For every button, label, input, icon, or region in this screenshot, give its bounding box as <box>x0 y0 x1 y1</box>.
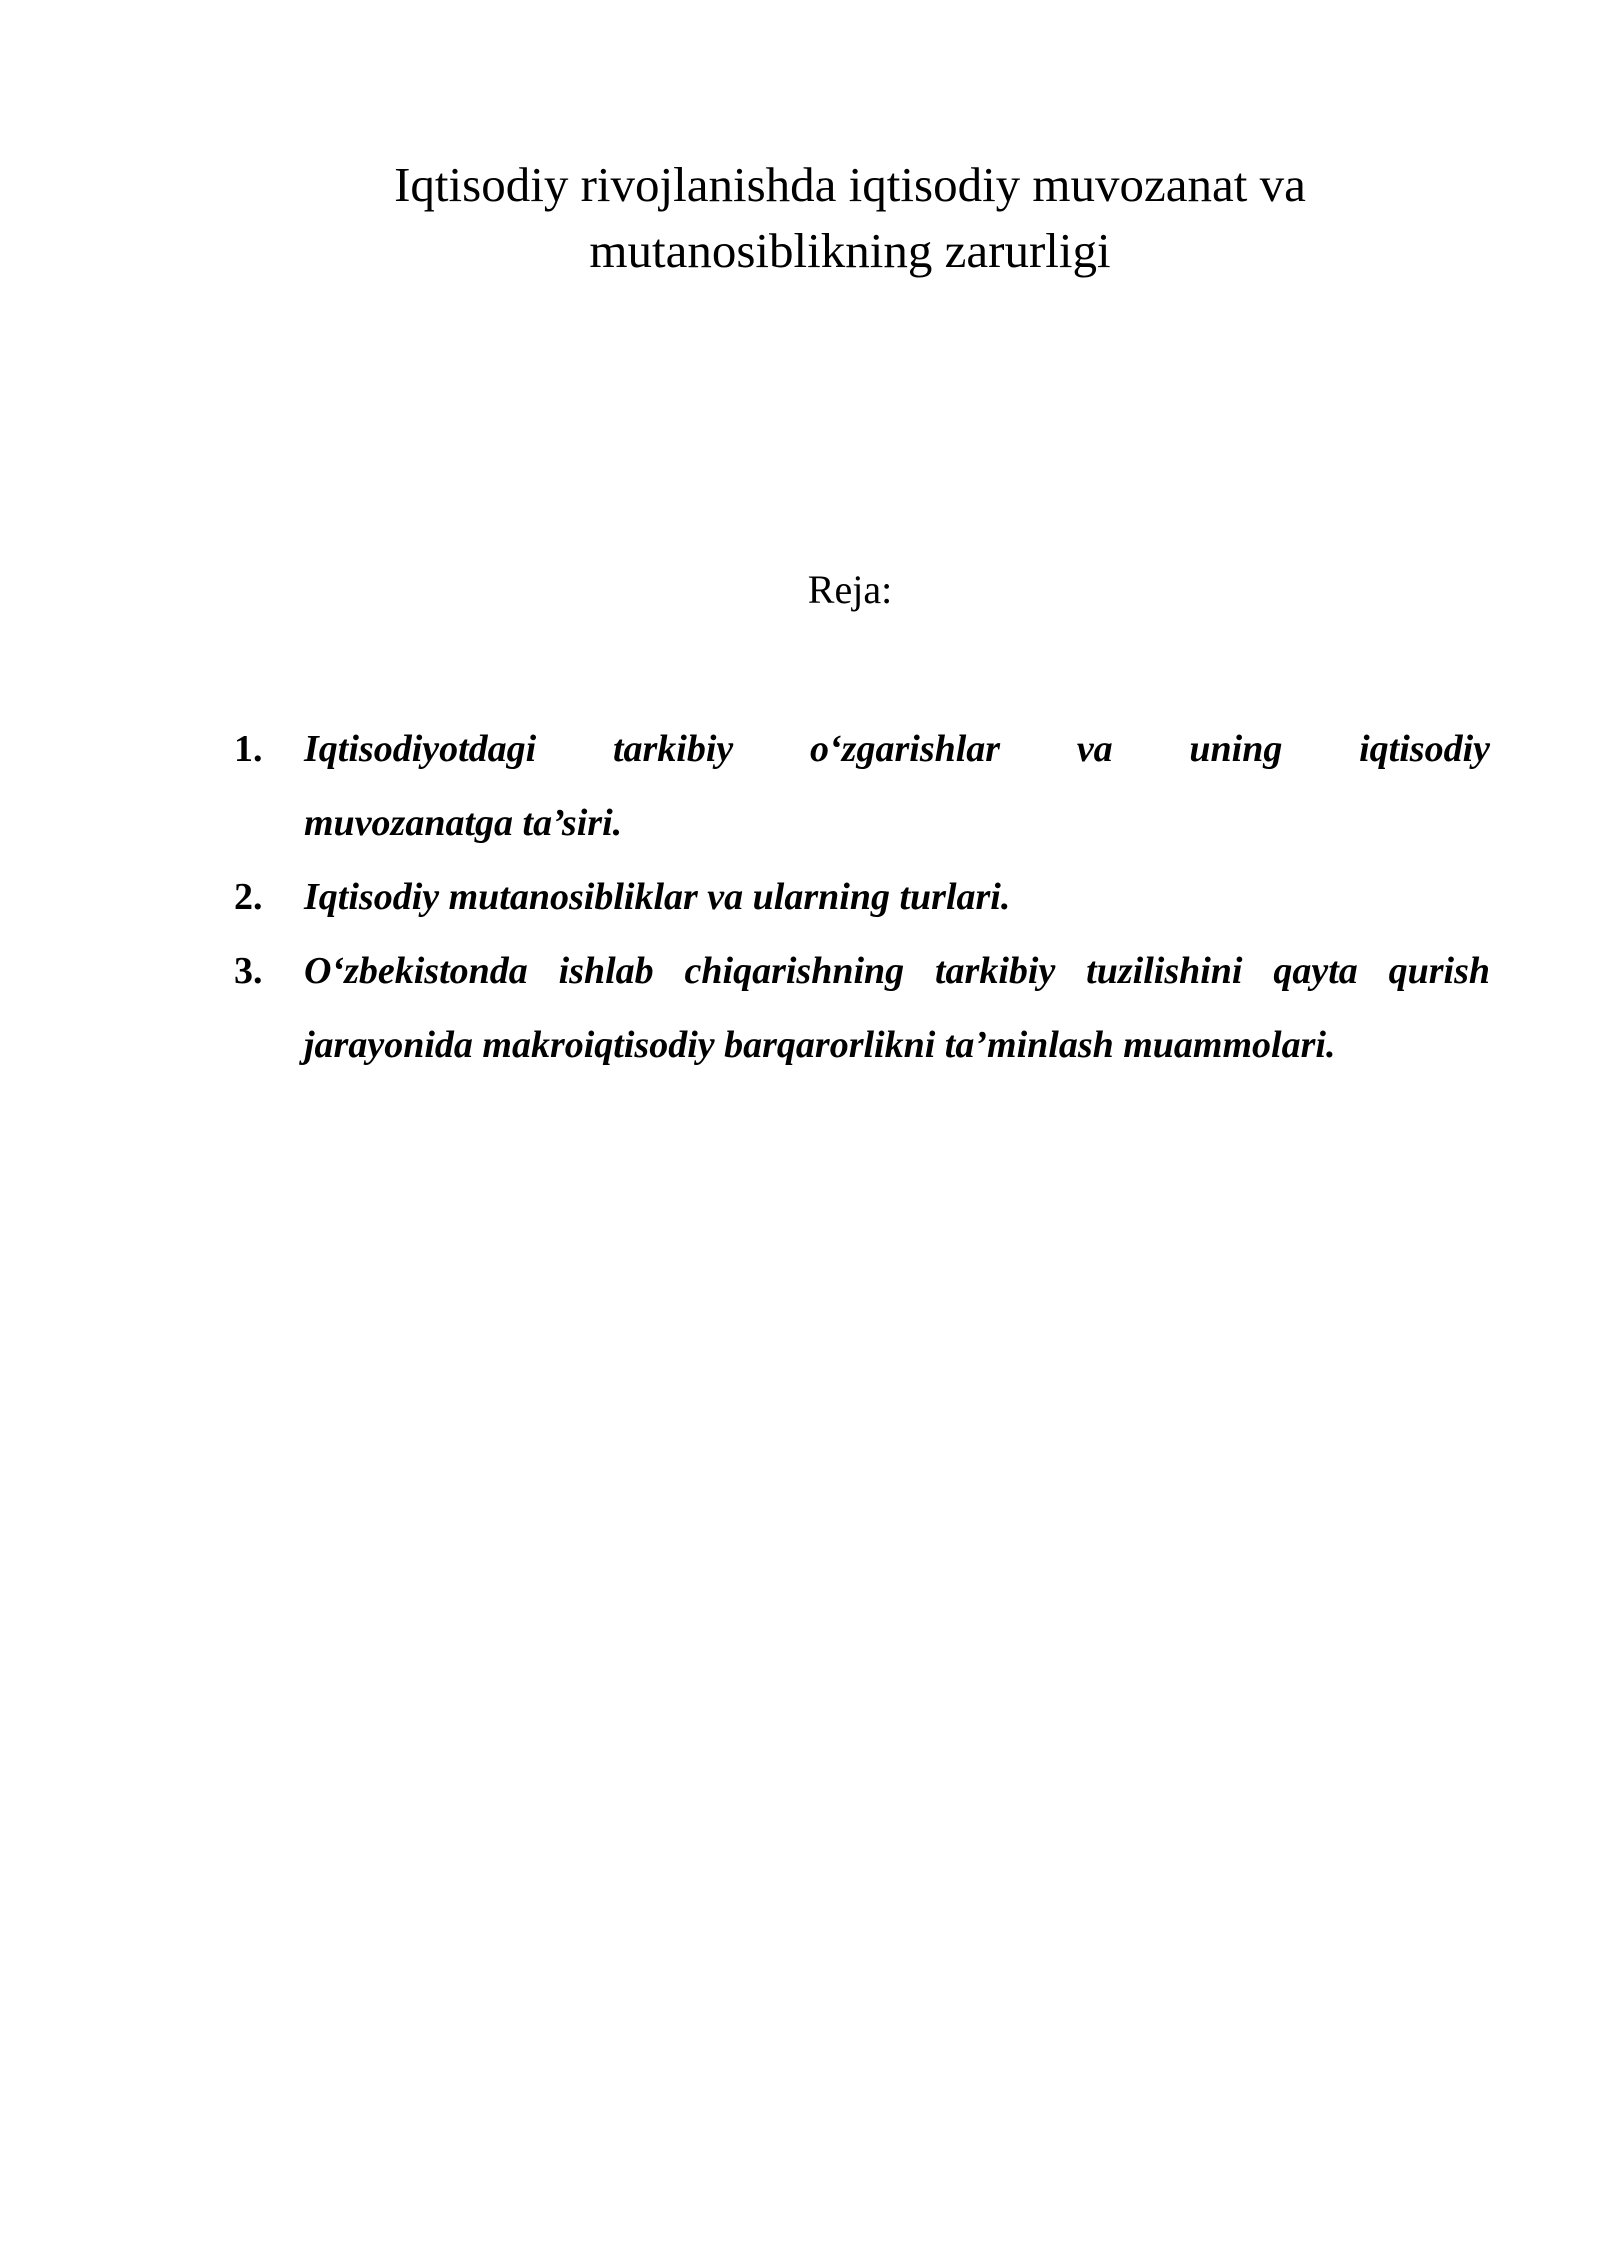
title-line: mutanosiblikning zarurligi <box>589 223 1111 278</box>
plan-item-text-line: muvozanatga ta’siri. <box>304 802 623 844</box>
plan-item-text-line: jarayonida makroiqtisodiy barqarorlikni ta’minlash muammolari. <box>304 1024 1336 1066</box>
plan-item-number: 1. <box>234 728 263 770</box>
plan-item-number: 3. <box>234 950 263 992</box>
document-title <box>250 152 1450 284</box>
plan-list <box>230 712 1490 1082</box>
plan-item-text-line: Iqtisodiyotdagi tarkibiy o‘zgarishlar va uning iqtisodiy <box>304 728 1490 770</box>
plan-item-text-line: Iqtisodiy mutanosibliklar va ularning turlari. <box>304 876 1011 918</box>
plan-item-text-line: O‘zbekistonda ishlab chiqarishning tarkibiy tuzilishini qayta qurish <box>304 950 1490 992</box>
plan-item-1 <box>230 712 1490 860</box>
plan-item-number: 2. <box>234 876 263 918</box>
plan-item-2 <box>230 860 1490 934</box>
plan-item-3 <box>230 934 1490 1082</box>
title-line: Iqtisodiy rivojlanishda iqtisodiy muvozanat va <box>394 157 1306 212</box>
plan-heading: Reja: <box>807 567 893 612</box>
